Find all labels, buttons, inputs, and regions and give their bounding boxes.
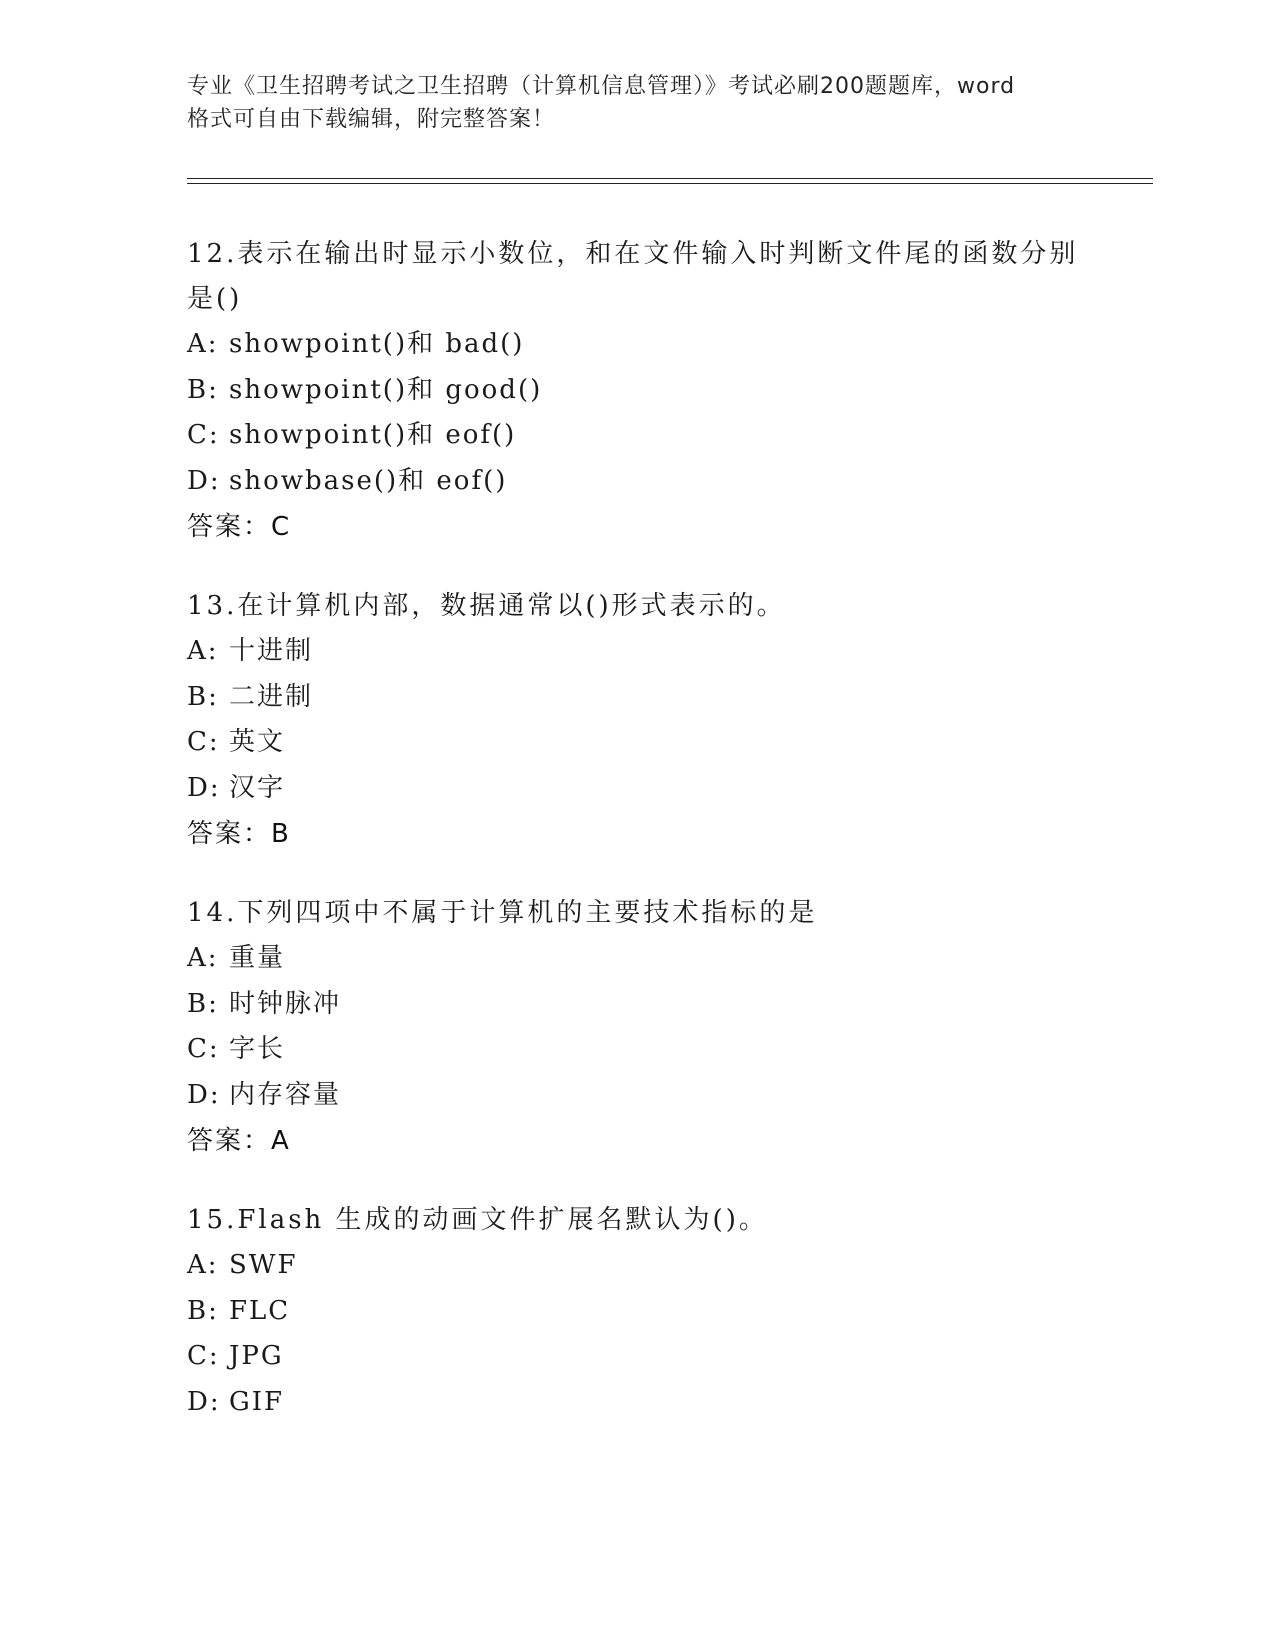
option-c [187, 720, 1127, 766]
option-b [187, 368, 1127, 414]
option-text: showpoint()和 bad() [229, 329, 525, 359]
option-text: JPG [229, 1341, 284, 1371]
answer-line: 答案：A [187, 1126, 291, 1156]
option-b [187, 1289, 1127, 1335]
header-line-2: 格式可自由下载编辑，附完整答案！ [187, 107, 556, 132]
question-15 [187, 1198, 1127, 1425]
option-d [187, 1380, 1127, 1426]
option-letter: D: [187, 1386, 221, 1417]
option-letter: A: [187, 329, 219, 359]
question-stem: 15.Flash 生成的动画文件扩展名默认为()。 [187, 1205, 768, 1235]
option-text: 重量 [229, 943, 286, 973]
option-letter: D: [187, 1079, 221, 1110]
question-12 [187, 232, 1127, 550]
option-text: FLC [229, 1295, 291, 1326]
question-14 [187, 891, 1127, 1164]
header-divider-top [187, 178, 1153, 179]
question-stem: 13.在计算机内部，数据通常以()形式表示的。 [187, 591, 786, 621]
option-letter: C: [187, 1341, 220, 1371]
question-13 [187, 584, 1127, 857]
option-a [187, 1243, 1127, 1289]
header-line-1: 专业《卫生招聘考试之卫生招聘（计算机信息管理）》考试必刷200题题库，word [187, 74, 1016, 99]
option-text: 汉字 [229, 772, 286, 803]
option-letter: B: [187, 988, 219, 1019]
option-letter: D: [187, 465, 221, 496]
option-letter: D: [187, 772, 221, 803]
option-text: showpoint()和 good() [229, 374, 543, 405]
answer-line: 答案：B [187, 819, 291, 849]
answer-line: 答案：C [187, 512, 292, 542]
header-divider-bottom [187, 183, 1153, 184]
question-stem-continued: 是() [187, 284, 243, 314]
option-text: 字长 [229, 1034, 286, 1064]
question-stem: 12.表示在输出时显示小数位，和在文件输入时判断文件尾的函数分别 [187, 239, 1079, 269]
option-text: 时钟脉冲 [229, 988, 342, 1019]
option-d [187, 459, 1127, 505]
option-letter: C: [187, 727, 220, 757]
option-c [187, 1027, 1127, 1073]
question-list [187, 232, 1127, 1459]
option-b [187, 982, 1127, 1028]
option-text: GIF [229, 1386, 285, 1417]
option-a [187, 936, 1127, 982]
option-d [187, 1073, 1127, 1119]
option-text: SWF [229, 1250, 298, 1280]
option-letter: A: [187, 943, 219, 973]
option-a [187, 322, 1127, 368]
option-letter: A: [187, 636, 219, 666]
document-header [187, 70, 1087, 136]
option-b [187, 675, 1127, 721]
question-stem: 14.下列四项中不属于计算机的主要技术指标的是 [187, 898, 818, 928]
option-letter: B: [187, 1295, 219, 1326]
option-letter: B: [187, 681, 219, 712]
option-text: 十进制 [229, 636, 314, 666]
option-text: showbase()和 eof() [229, 465, 508, 496]
option-letter: C: [187, 420, 220, 450]
option-text: showpoint()和 eof() [229, 420, 517, 450]
option-c [187, 413, 1127, 459]
option-letter: C: [187, 1034, 220, 1064]
option-letter: A: [187, 1250, 219, 1280]
option-a [187, 629, 1127, 675]
option-d [187, 766, 1127, 812]
option-letter: B: [187, 374, 219, 405]
option-c [187, 1334, 1127, 1380]
option-text: 英文 [229, 727, 286, 757]
option-text: 内存容量 [229, 1079, 342, 1110]
option-text: 二进制 [229, 681, 314, 712]
